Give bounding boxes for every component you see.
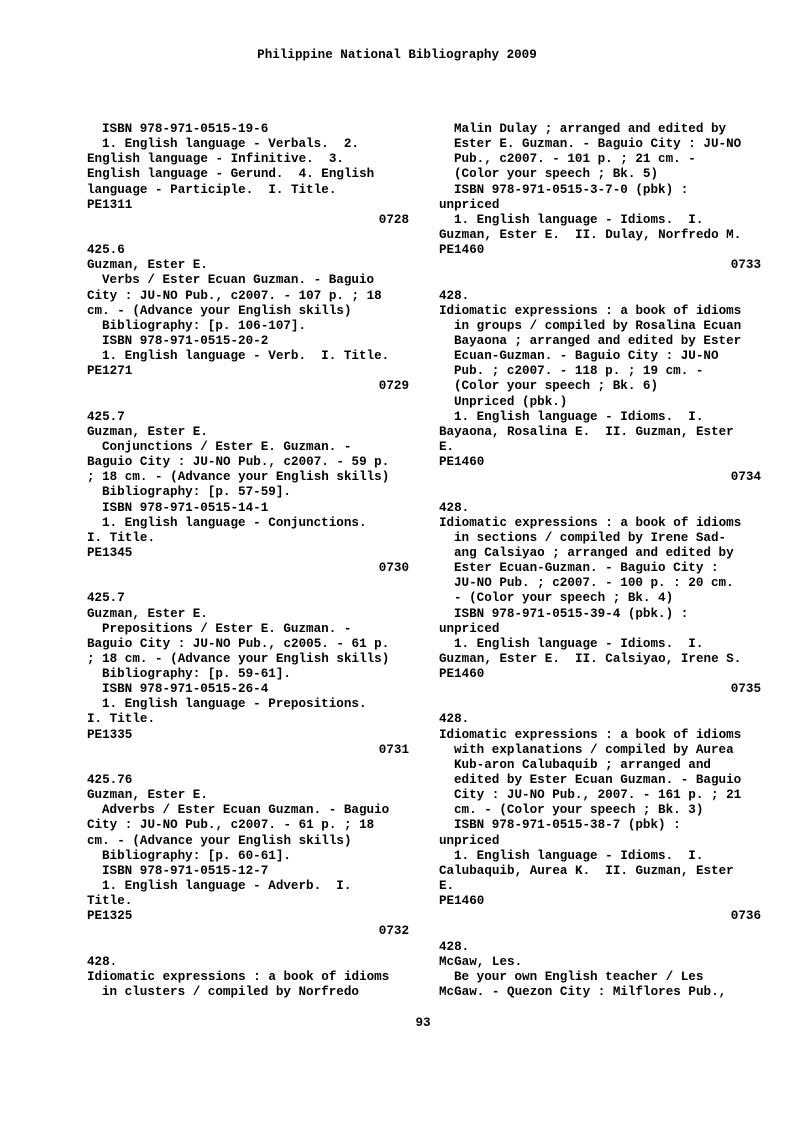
entry-line: 425.7	[87, 409, 125, 424]
entry-line: I. Title.	[87, 530, 156, 545]
page-number: 93	[415, 1016, 431, 1030]
entry-separator	[87, 940, 409, 955]
entry-line: cm. - (Advance your English skills)	[87, 833, 352, 848]
entry-line: PE1325	[87, 909, 133, 924]
entry-line: 428.	[87, 954, 118, 969]
entry-line: 1. English language - Idioms. I.	[454, 212, 704, 227]
entry-line: PE1345	[87, 545, 133, 560]
entry-line: 1. English language - Verbals. 2.	[102, 137, 359, 152]
entry-line: ISBN 978-971-0515-14-1	[102, 500, 269, 515]
entry-line: Bibliography: [p. 106-107].	[102, 318, 307, 333]
entry-line: McGaw, Les.	[439, 954, 523, 969]
entry-line: Idiomatic expressions : a book of idioms	[439, 727, 742, 742]
entry-separator	[87, 228, 409, 243]
entry-line: Bayaona ; arranged and edited by Ester	[454, 333, 742, 348]
entry-line: ; 18 cm. - (Advance your English skills)	[87, 470, 390, 485]
entry-line: in sections / compiled by Irene Sad-	[454, 530, 727, 545]
entry-number: 0735	[730, 682, 761, 697]
entry-line: Malin Dulay ; arranged and edited by	[454, 122, 727, 136]
entry-line: E.	[439, 879, 455, 894]
entry-line: City : JU-NO Pub., c2007. - 61 p. ; 18	[87, 818, 375, 833]
entry-line: ISBN 978-971-0515-3-7-0 (pbk) :	[454, 182, 689, 197]
entry-line: Guzman, Ester E. II. Calsiyao, Irene S.	[439, 651, 742, 666]
entry-number: 0731	[378, 742, 409, 757]
entry-line: Idiomatic expressions : a book of idioms	[439, 515, 742, 530]
entry-line: Pub. ; c2007. - 118 p. ; 19 cm. -	[454, 364, 704, 379]
entry-line: Guzman, Ester E.	[87, 424, 208, 439]
entry-line: unpriced	[439, 621, 500, 636]
entry-line: ISBN 978-971-0515-19-6	[102, 122, 269, 136]
entry-line: with explanations / compiled by Aurea	[454, 742, 734, 757]
entry-line: Guzman, Ester E.	[87, 606, 208, 621]
entry-line: edited by Ester Ecuan Guzman. - Baguio	[454, 773, 742, 788]
entry-number: 0733	[730, 258, 761, 273]
entry-line: 425.76	[87, 773, 133, 788]
entry-line: Ecuan-Guzman. - Baguio City : JU-NO	[454, 349, 719, 364]
entry-line: 428.	[439, 288, 470, 303]
entry-line: (Color your speech ; Bk. 5)	[454, 167, 659, 182]
entry-line: Calubaquib, Aurea K. II. Guzman, Ester	[439, 863, 734, 878]
entry-number: 0728	[378, 212, 409, 227]
entry-line: Pub., c2007. - 101 p. ; 21 cm. -	[454, 152, 696, 167]
entry-line: Bibliography: [p. 59-61].	[102, 667, 291, 682]
entry-line: Bibliography: [p. 60-61].	[102, 848, 291, 863]
entry-line: - (Color your speech ; Bk. 4)	[454, 591, 674, 606]
entry-number: 0732	[378, 924, 409, 939]
entry-line: Kub-aron Calubaquib ; arranged and	[454, 757, 711, 772]
entry-line: E.	[439, 439, 455, 454]
entry-line: Conjunctions / Ester E. Guzman. -	[102, 439, 352, 454]
entry-line: 1. English language - Prepositions.	[102, 697, 367, 712]
entry-separator	[87, 395, 409, 410]
entry-line: ISBN 978-971-0515-38-7 (pbk) :	[454, 818, 681, 833]
entry-separator	[439, 485, 761, 500]
entry-line: Bayaona, Rosalina E. II. Guzman, Ester	[439, 424, 734, 439]
entry-line: 425.7	[87, 591, 125, 606]
entry-line: 1. English language - Adverb. I.	[102, 879, 352, 894]
entry-line: 1. English language - Idioms. I.	[454, 409, 704, 424]
entry-line: Guzman, Ester E.	[87, 788, 208, 803]
entry-line: Title.	[87, 894, 133, 909]
entry-line: 428.	[439, 939, 470, 954]
entry-line: PE1460	[439, 667, 485, 682]
entry-line: Bibliography: [p. 57-59].	[102, 485, 291, 500]
entry-line: cm. - (Color your speech ; Bk. 3)	[454, 803, 704, 818]
entry-number: 0734	[730, 470, 761, 485]
entry-line: City : JU-NO Pub., 2007. - 161 p. ; 21	[454, 788, 742, 803]
right-column	[439, 122, 761, 1000]
entry-number: 0736	[730, 909, 761, 924]
entry-line: PE1335	[87, 727, 133, 742]
entry-line: Baguio City : JU-NO Pub., c2007. - 59 p.	[87, 455, 390, 470]
entry-separator	[87, 758, 409, 773]
entry-line: Prepositions / Ester E. Guzman. -	[102, 621, 352, 636]
entry-line: 1. English language - Idioms. I.	[454, 848, 704, 863]
left-column	[87, 122, 409, 1000]
entry-line: Baguio City : JU-NO Pub., c2005. - 61 p.	[87, 636, 390, 651]
entry-line: Idiomatic expressions : a book of idioms	[439, 303, 742, 318]
entry-line: cm. - (Advance your English skills)	[87, 303, 352, 318]
entry-line: PE1460	[439, 243, 485, 258]
entry-line: 1. English language - Verb. I. Title.	[102, 349, 390, 364]
entry-line: 425.6	[87, 243, 125, 258]
entry-line: Unpriced (pbk.)	[454, 394, 568, 409]
entry-line: Be your own English teacher / Les	[454, 969, 704, 984]
entry-number: 0729	[378, 379, 409, 394]
entry-line: ISBN 978-971-0515-12-7	[102, 863, 269, 878]
entry-line: 1. English language - Conjunctions.	[102, 515, 367, 530]
entry-line: ISBN 978-971-0515-26-4	[102, 682, 269, 697]
entry-line: 428.	[439, 712, 470, 727]
entry-line: PE1460	[439, 894, 485, 909]
entry-line: (Color your speech ; Bk. 6)	[454, 379, 659, 394]
entry-line: JU-NO Pub. ; c2007. - 100 p. : 20 cm.	[454, 576, 734, 591]
entry-separator	[87, 576, 409, 591]
entry-line: ISBN 978-971-0515-20-2	[102, 333, 269, 348]
entry-line: ; 18 cm. - (Advance your English skills)	[87, 651, 390, 666]
entry-line: English language - Infinitive. 3.	[87, 152, 344, 167]
entry-line: Ester E. Guzman. - Baguio City : JU-NO	[454, 137, 742, 152]
entry-line: ang Calsiyao ; arranged and edited by	[454, 545, 734, 560]
entry-line: 428.	[439, 500, 470, 515]
entry-line: unpriced	[439, 833, 500, 848]
page-header: Philippine National Bibliography 2009	[257, 48, 537, 62]
entry-line: unpriced	[439, 197, 500, 212]
entry-line: Guzman, Ester E.	[87, 258, 208, 273]
entry-line: Adverbs / Ester Ecuan Guzman. - Baguio	[102, 803, 390, 818]
entry-separator	[439, 924, 761, 939]
entry-line: English language - Gerund. 4. English	[87, 167, 375, 182]
entry-separator	[439, 697, 761, 712]
entry-line: Ester Ecuan-Guzman. - Baguio City :	[454, 561, 719, 576]
entry-line: in groups / compiled by Rosalina Ecuan	[454, 318, 742, 333]
entry-line: PE1271	[87, 364, 133, 379]
entry-line: McGaw. - Quezon City : Milflores Pub.,	[439, 985, 727, 1000]
entry-line: ISBN 978-971-0515-39-4 (pbk.) :	[454, 606, 689, 621]
entry-line: PE1311	[87, 197, 133, 212]
entry-line: 1. English language - Idioms. I.	[454, 636, 704, 651]
entry-line: Verbs / Ester Ecuan Guzman. - Baguio	[102, 273, 375, 288]
entry-line: language - Participle. I. Title.	[87, 182, 337, 197]
entry-line: Idiomatic expressions : a book of idioms	[87, 969, 390, 984]
entry-number: 0730	[378, 561, 409, 576]
entry-line: PE1460	[439, 455, 485, 470]
entry-line: I. Title.	[87, 712, 156, 727]
entry-line: in clusters / compiled by Norfredo	[102, 985, 359, 1000]
entry-line: Guzman, Ester E. II. Dulay, Norfredo M.	[439, 227, 742, 242]
entry-separator	[439, 273, 761, 288]
entry-line: City : JU-NO Pub., c2007. - 107 p. ; 18	[87, 288, 382, 303]
